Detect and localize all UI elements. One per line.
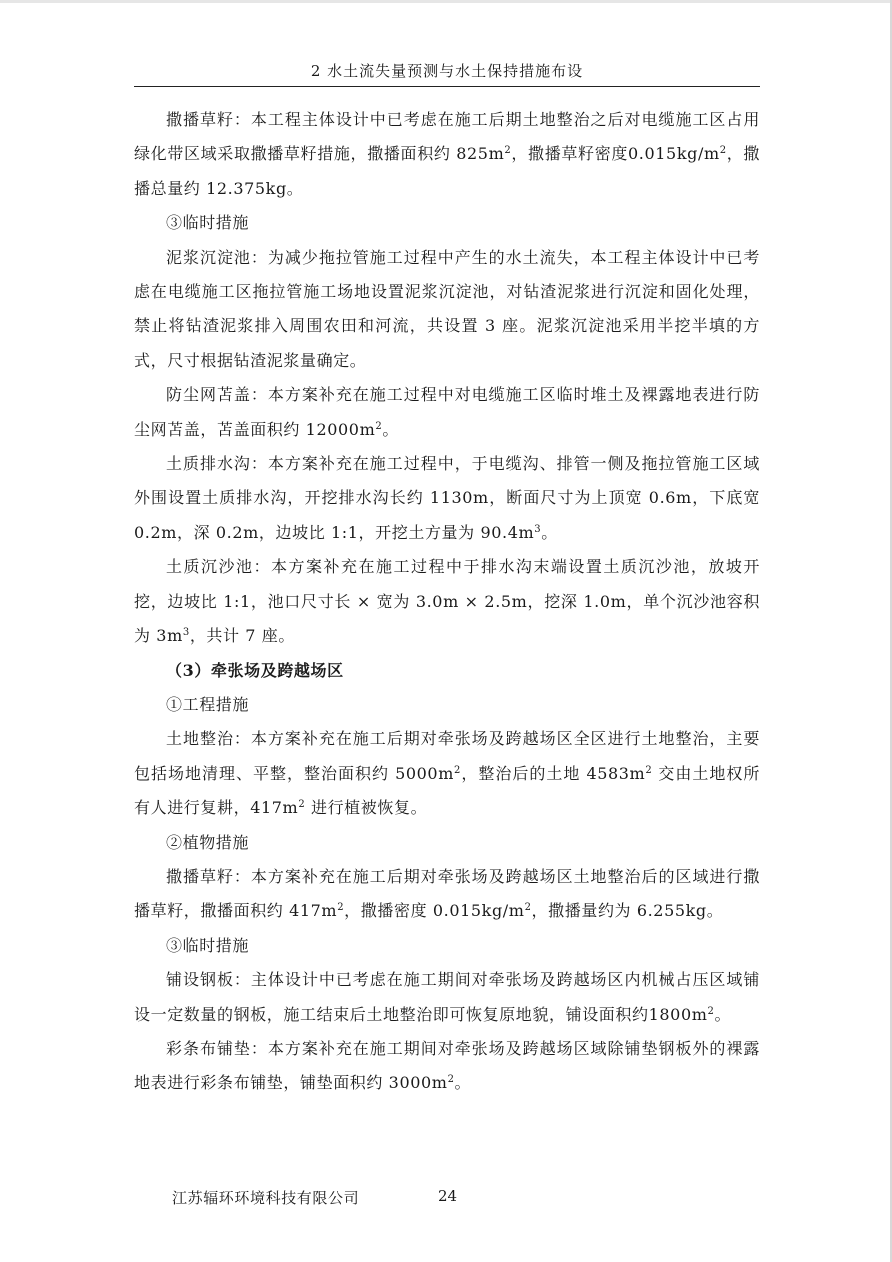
paragraph-earth-drainage-ditch: 土质排水沟：本方案补充在施工过程中，于电缆沟、排管一侧及拖拉管施工区域外围设置土质排水沟，开挖排水沟长约 1130m，断面尺寸为上顶宽 0.6m，下底宽 0.2m，深 0.2m，边坡比 1:1，开挖土方量为 $90.4m^3$。 [134, 454, 760, 542]
paragraph-dust-net-cover: 防尘网苫盖：本方案补充在施工过程中对电缆施工区临时堆土及裸露地表进行防尘网苫盖，苫盖面积约 $12000m^2$。 [134, 385, 760, 439]
paragraph-land-consolidation: 土地整治：本方案补充在施工后期对牵张场及跨越场区全区进行土地整治，主要包括场地清理、平整，整治面积约 $5000m^2$，整治后的土地 $4583m^2$ 交由土地权所有人进行复耕，$417m^2$ 进行植被恢复。 [134, 729, 760, 818]
section-heading-tension-field: （3）牵张场及跨越场区 [166, 660, 344, 680]
subheading-temporary-measures: ③临时措施 [166, 213, 250, 233]
document-body [134, 103, 760, 1101]
subheading-engineering-measures: ①工程措施 [166, 694, 250, 714]
header-rule [134, 86, 760, 87]
footer-company: 江苏辐环环境科技有限公司 [172, 1189, 360, 1207]
paragraph-mud-settling-pond: 泥浆沉淀池：为减少拖拉管施工过程中产生的水土流失，本工程主体设计中已考虑在电缆施工区拖拉管施工场地设置泥浆沉淀池，对钻渣泥浆进行沉淀和固化处理，禁止将钻渣泥浆排入周围农田和河流，共设置 3 座。泥浆沉淀池采用半挖半填的方式，尺寸根据钻渣泥浆量确定。 [134, 247, 760, 370]
page-edge [0, 0, 892, 3]
paragraph-earth-sedimentation-basin: 土质沉沙池：本方案补充在施工过程中于排水沟末端设置土质沉沙池，放坡开挖，边坡比 1:1，池口尺寸长 × 宽为 3.0m × 2.5m，挖深 1.0m，单个沉沙池容积为 $3m^3$，共计 7 座。 [134, 557, 760, 646]
subheading-temporary-measures-2: ③临时措施 [166, 935, 250, 955]
paragraph-sowing-grass-cable: 撒播草籽：本工程主体设计中已考虑在施工后期土地整治之后对电缆施工区占用绿化带区域采取撒播草籽措施，撒播面积约 $825m^2$，撒播草籽密度$0.015kg/m^2$，撒播总量约 12.375kg。 [134, 110, 761, 198]
paragraph-colored-cloth: 彩条布铺垫：本方案补充在施工期间对牵张场及跨越场区域除铺垫钢板外的裸露地表进行彩条布铺垫，铺垫面积约 $3000m^2$。 [134, 1038, 760, 1093]
subheading-plant-measures: ②植物措施 [166, 832, 250, 852]
page-number: 24 [438, 1187, 458, 1205]
paragraph-sowing-grass-tension: 撒播草籽：本方案补充在施工后期对牵张场及跨越场区土地整治后的区域进行撒播草籽，撒播面积约 $417m^2$，撒播密度 $0.015kg/m^2$，撒播量约为 6.255kg。 [134, 866, 760, 921]
paragraph-steel-plates: 铺设钢板：主体设计中已考虑在施工期间对牵张场及跨越场区内机械占压区域铺设一定数量的钢板，施工结束后土地整治即可恢复原地貌，铺设面积约$1800m^2$。 [134, 970, 760, 1024]
running-header: 2 水土流失量预测与水土保持措施布设 [310, 62, 584, 80]
